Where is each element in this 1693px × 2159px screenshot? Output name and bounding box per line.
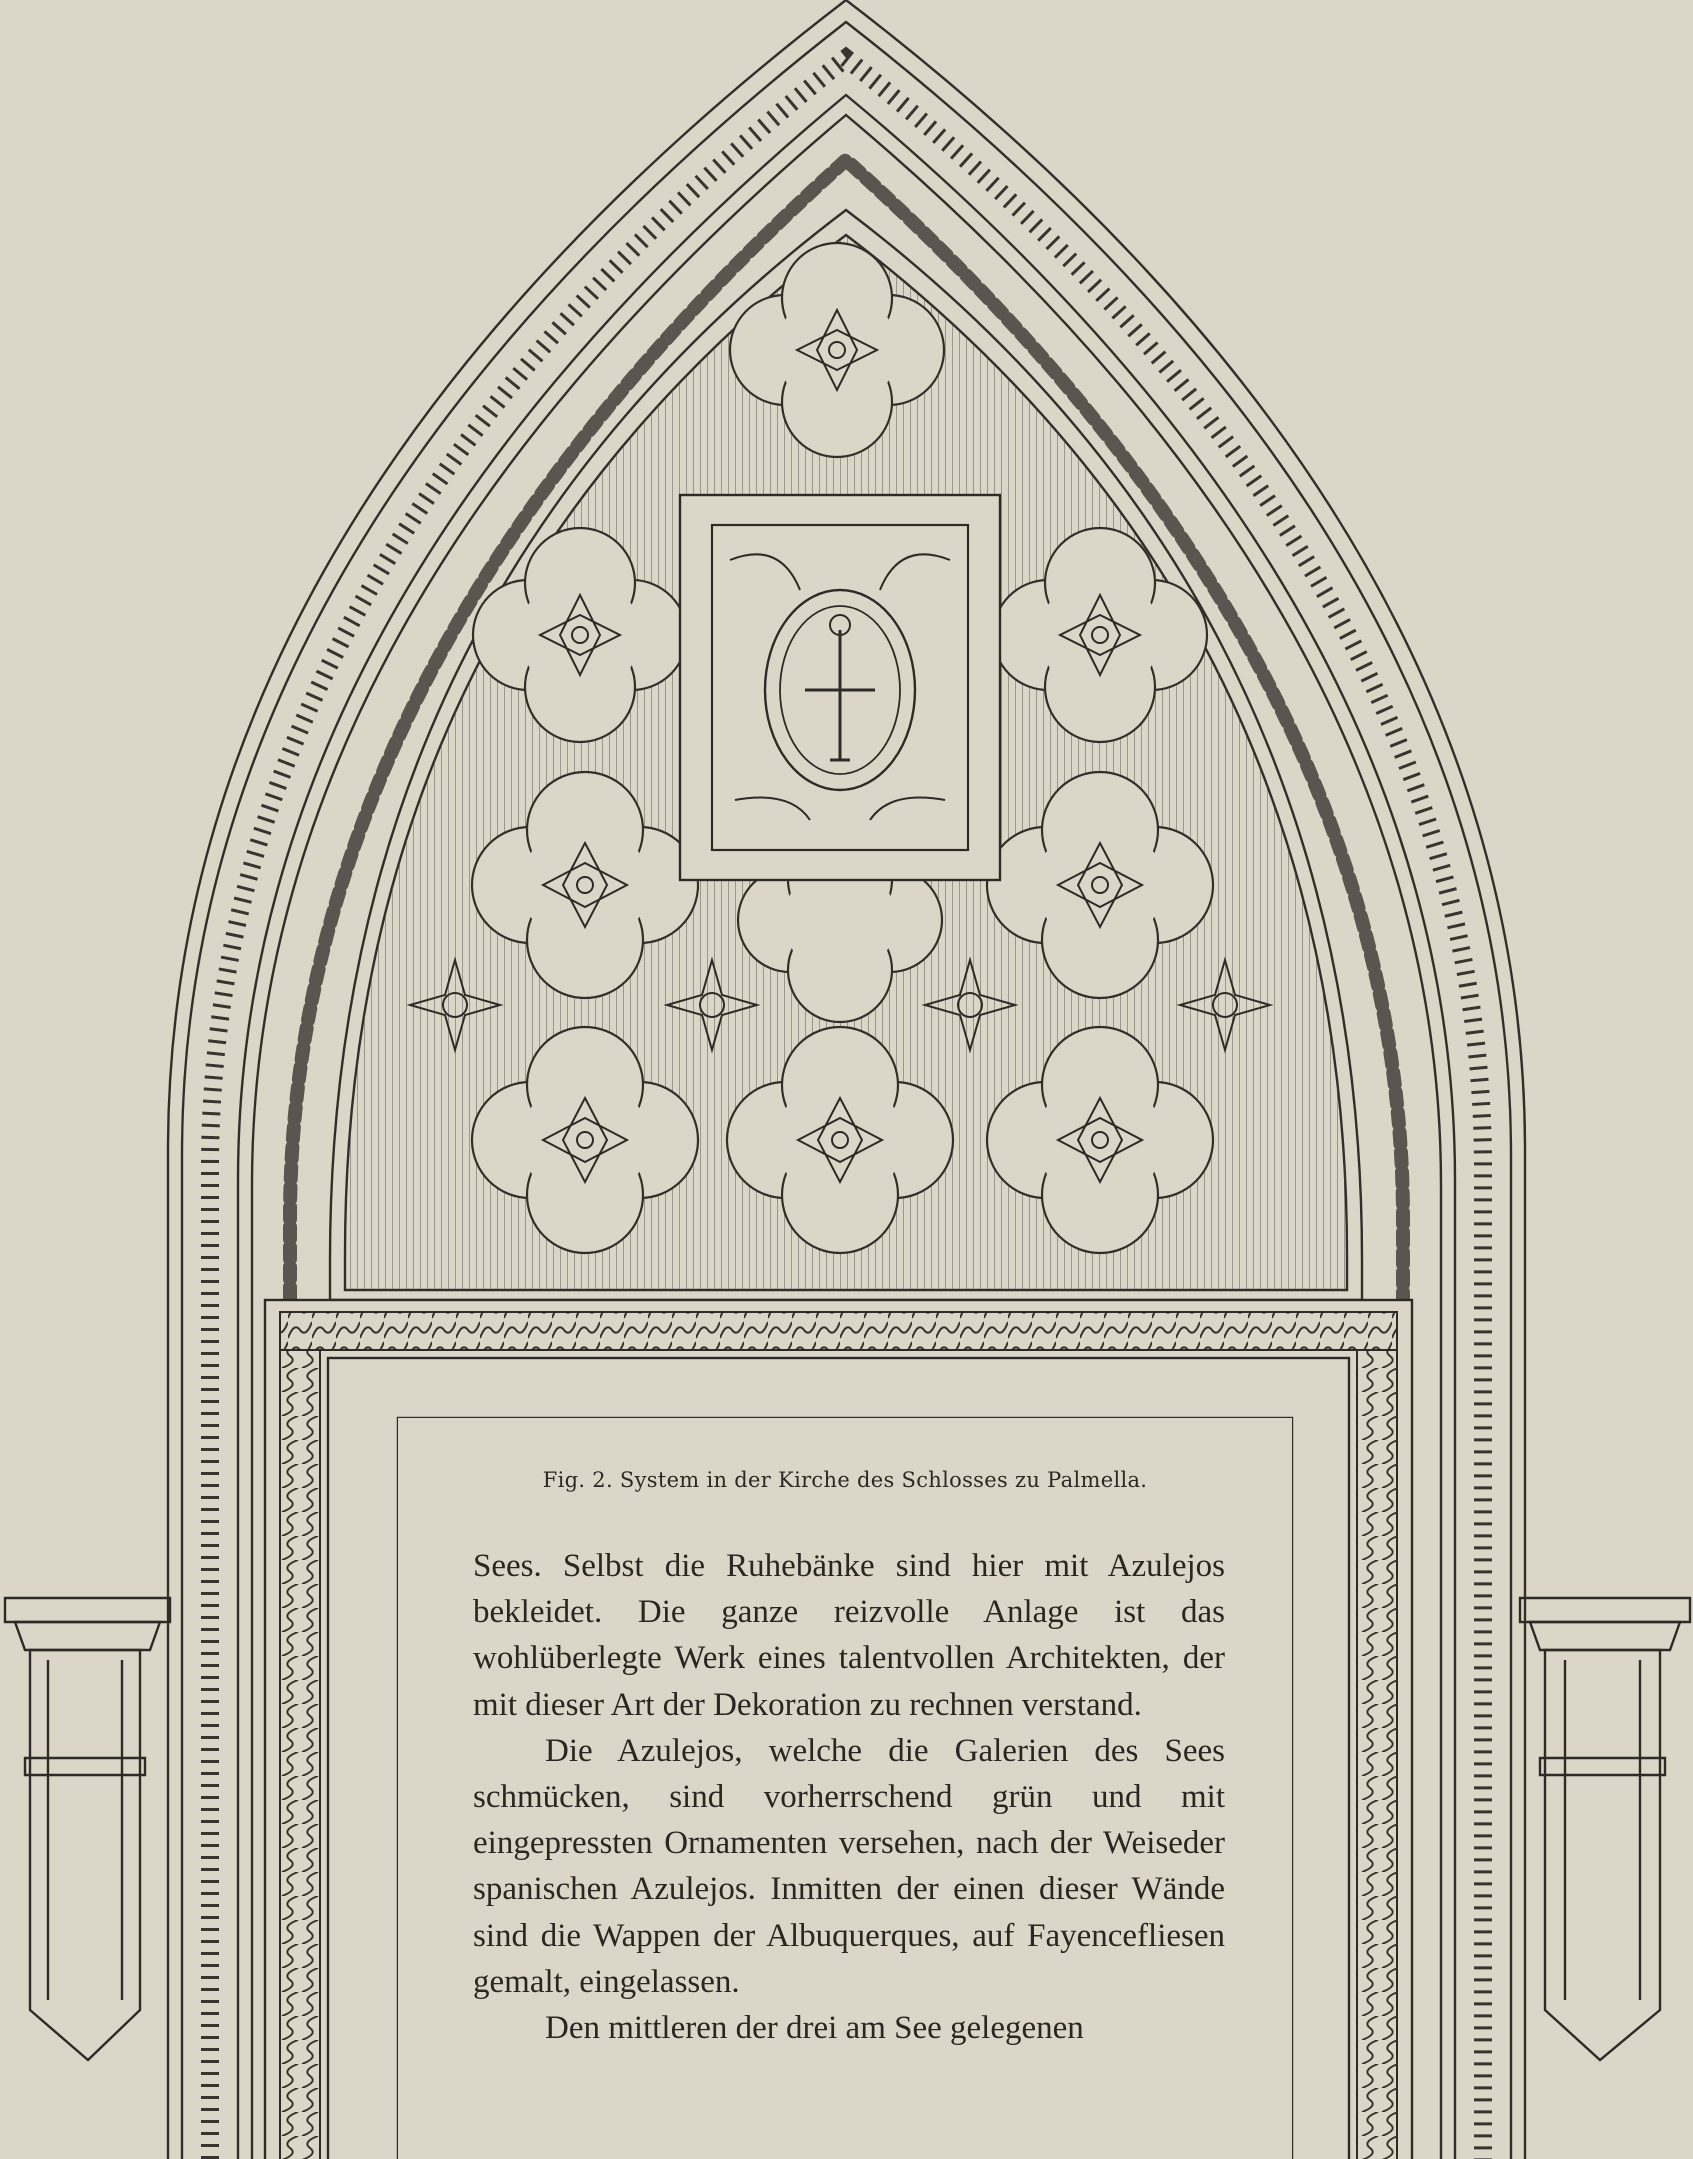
paragraph-1: Sees. Selbst die Ruhebänke sind hier mit Azulejos bekleidet. Die ganze reizvolle Anlage ist das wohlüberlegte Werk eines talentvollen Architekten, der mit dieser Art der Dekoration zu rechnen verstand. [473, 1548, 1225, 1723]
paragraph-2: Die Azulejos, welche die Galerien des Sees schmücken, sind vorherrschend grün und mit eingepressten Ornamenten versehen, nach der Weiseder spanischen Azulejos. Inmitten der einen dieser Wände sind die Wappen der Albuquerques, auf Fayencefliesen gemalt, eingelassen. [473, 1732, 1225, 2000]
left-column [5, 1598, 170, 2060]
central-cartouche [680, 495, 1000, 880]
figure-caption: Fig. 2. System in der Kirche des Schlosses zu Palmella. [542, 1468, 1148, 1492]
body-text [473, 1543, 1225, 2051]
text-panel [398, 1418, 1292, 2159]
paragraph-3: Den mittleren der drei am See gelegenen [545, 2010, 1084, 2047]
right-column [1520, 1598, 1690, 2060]
